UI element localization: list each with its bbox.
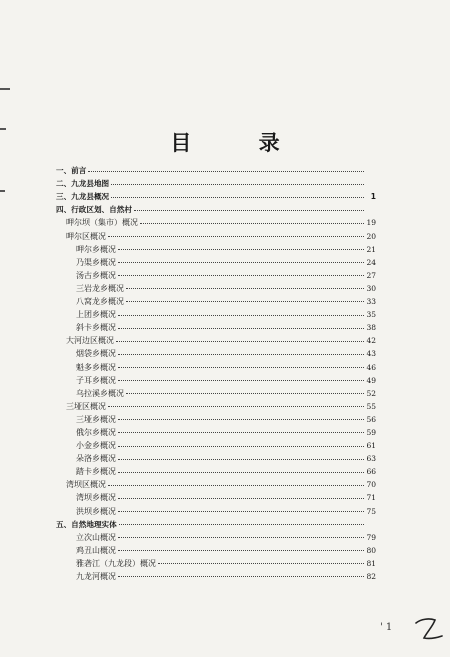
toc-entry-label: 四、行政区划、自然村: [56, 205, 132, 215]
toc-leader-dots: [118, 261, 364, 263]
toc-entry: [56, 542, 376, 555]
toc-entry-label: 八窝龙乡概况: [76, 297, 124, 307]
toc-entry-label: 汤古乡概况: [76, 270, 116, 280]
toc-entry-label: 五、自然地理实体: [56, 519, 117, 529]
toc-leader-dots: [118, 418, 364, 420]
toc-leader-dots: [118, 471, 364, 473]
toc-entry-label: 呷尔乡概况: [76, 244, 116, 254]
toc-entry: [56, 424, 376, 437]
toc-leader-dots: [118, 353, 364, 355]
toc-leader-dots: [118, 549, 364, 551]
toc-entry: [56, 293, 376, 306]
toc-entry-label: 湾坝区概况: [66, 480, 106, 490]
toc-entry: [56, 345, 376, 358]
toc-entry-label: 斜卡乡概况: [76, 323, 116, 333]
toc-page-number: 63: [366, 454, 376, 464]
toc-page-number: 61: [366, 441, 376, 451]
page-footer-mark: ' 1: [380, 622, 393, 633]
toc-entry: [56, 555, 376, 568]
toc-entry: [56, 188, 376, 201]
toc-entry: [56, 214, 376, 227]
toc-entry: [56, 437, 376, 450]
toc-page-number: 42: [366, 336, 376, 346]
toc-leader-dots: [126, 287, 364, 289]
toc-entry-label: 魁多乡概况: [76, 362, 116, 372]
toc-leader-dots: [126, 300, 364, 302]
toc-entry: [56, 175, 376, 188]
toc-entry: [56, 358, 376, 371]
toc-leader-dots: [118, 575, 364, 577]
toc-entry-label: 乃渠乡概况: [76, 257, 116, 267]
toc-leader-dots: [126, 392, 364, 394]
toc-leader-dots: [134, 209, 364, 211]
handwritten-mark-icon: [413, 614, 445, 644]
toc-entry-label: 朵洛乡概况: [76, 454, 116, 464]
toc-entry: [56, 463, 376, 476]
toc-entry-label: 湾坝乡概况: [76, 493, 116, 503]
toc-page-number: 71: [366, 493, 376, 503]
toc-page-number: 20: [366, 231, 376, 241]
toc-entry: [56, 201, 376, 214]
toc-leader-dots: [118, 536, 364, 538]
toc-entry: [56, 516, 376, 529]
page-title: 目 录: [170, 130, 310, 155]
toc-page-number: 33: [366, 297, 376, 307]
toc-entry: [56, 529, 376, 542]
toc-leader-dots: [88, 170, 364, 172]
toc-entry: [56, 385, 376, 398]
toc-entry: [56, 332, 376, 345]
toc-entry-label: 一、前言: [56, 166, 87, 176]
toc-entry-label: 俄尔乡概况: [76, 427, 116, 437]
toc-entry: [56, 450, 376, 463]
table-of-contents: [56, 162, 376, 581]
toc-page-number: 1: [370, 192, 376, 202]
toc-page-number: 43: [366, 349, 376, 359]
toc-page-number: 70: [366, 480, 376, 490]
scan-edge-mark: [0, 88, 10, 90]
toc-leader-dots: [111, 183, 364, 185]
toc-entry: [56, 319, 376, 332]
toc-entry: [56, 280, 376, 293]
toc-entry-label: 二、九龙县地图: [56, 179, 110, 189]
toc-entry: [56, 254, 376, 267]
toc-leader-dots: [158, 562, 364, 564]
toc-entry-label: 雅砻江（九龙段）概况: [76, 558, 156, 568]
toc-leader-dots: [118, 274, 364, 276]
toc-leader-dots: [118, 366, 364, 368]
toc-leader-dots: [118, 327, 364, 329]
toc-entry: [56, 502, 376, 515]
toc-entry: [56, 489, 376, 502]
toc-page-number: 66: [366, 467, 376, 477]
toc-entry-label: 三垭乡概况: [76, 414, 116, 424]
toc-entry: [56, 267, 376, 280]
toc-entry-label: 三、九龙县概况: [56, 192, 110, 202]
toc-entry-label: 洪坝乡概况: [76, 506, 116, 516]
toc-entry-label: 九龙河概况: [76, 572, 116, 581]
toc-leader-dots: [118, 510, 364, 512]
toc-entry-label: 立次山概况: [76, 532, 116, 542]
toc-page-number: 59: [366, 427, 376, 437]
toc-leader-dots: [118, 431, 364, 433]
toc-leader-dots: [108, 484, 364, 486]
toc-leader-dots: [118, 379, 364, 381]
toc-page-number: 35: [366, 310, 376, 320]
toc-leader-dots: [119, 523, 364, 525]
toc-page-number: 46: [366, 362, 376, 372]
toc-entry: [56, 411, 376, 424]
toc-page-number: 55: [366, 401, 376, 411]
toc-entry-label: 烟袋乡概况: [76, 349, 116, 359]
toc-leader-dots: [140, 222, 364, 224]
toc-page-number: 56: [366, 414, 376, 424]
toc-leader-dots: [108, 235, 364, 237]
toc-leader-dots: [118, 497, 364, 499]
toc-page-number: 75: [366, 506, 376, 516]
toc-page-number: 30: [366, 283, 376, 293]
toc-page-number: 21: [366, 244, 376, 254]
toc-leader-dots: [111, 196, 364, 198]
toc-entry: [56, 398, 376, 411]
toc-entry-label: 鸡丑山概况: [76, 545, 116, 555]
toc-page-number: 38: [366, 323, 376, 333]
toc-leader-dots: [118, 445, 364, 447]
toc-entry-label: 三岩龙乡概况: [76, 283, 124, 293]
toc-entry: [56, 568, 376, 581]
toc-page-number: 80: [366, 545, 376, 555]
toc-entry: [56, 306, 376, 319]
toc-leader-dots: [118, 458, 364, 460]
toc-page-number: 49: [366, 375, 376, 385]
toc-entry-label: 乌拉溪乡概况: [76, 388, 124, 398]
toc-entry: [56, 162, 376, 175]
toc-entry: [56, 476, 376, 489]
toc-page-number: 24: [366, 257, 376, 267]
toc-entry-label: 小金乡概况: [76, 441, 116, 451]
toc-entry-label: 大河边区概况: [66, 336, 114, 346]
toc-entry-label: 三垭区概况: [66, 401, 106, 411]
scan-edge-mark: [0, 190, 5, 192]
toc-page-number: 52: [366, 388, 376, 398]
toc-page-number: 79: [366, 532, 376, 542]
toc-entry-label: 呷尔区概况: [66, 231, 106, 241]
toc-entry-label: 上团乡概况: [76, 310, 116, 320]
toc-page-number: 82: [366, 572, 376, 581]
toc-leader-dots: [108, 405, 364, 407]
toc-leader-dots: [118, 314, 364, 316]
toc-page-number: 27: [366, 270, 376, 280]
toc-leader-dots: [118, 248, 364, 250]
toc-entry-label: 子耳乡概况: [76, 375, 116, 385]
toc-entry: [56, 241, 376, 254]
toc-page-number: 19: [366, 218, 376, 228]
toc-leader-dots: [116, 340, 364, 342]
toc-page-number: 81: [366, 558, 376, 568]
toc-entry-label: 呷尔坝（集市）概况: [66, 218, 138, 228]
toc-entry-label: 踏卡乡概况: [76, 467, 116, 477]
toc-entry: [56, 372, 376, 385]
toc-entry: [56, 227, 376, 240]
